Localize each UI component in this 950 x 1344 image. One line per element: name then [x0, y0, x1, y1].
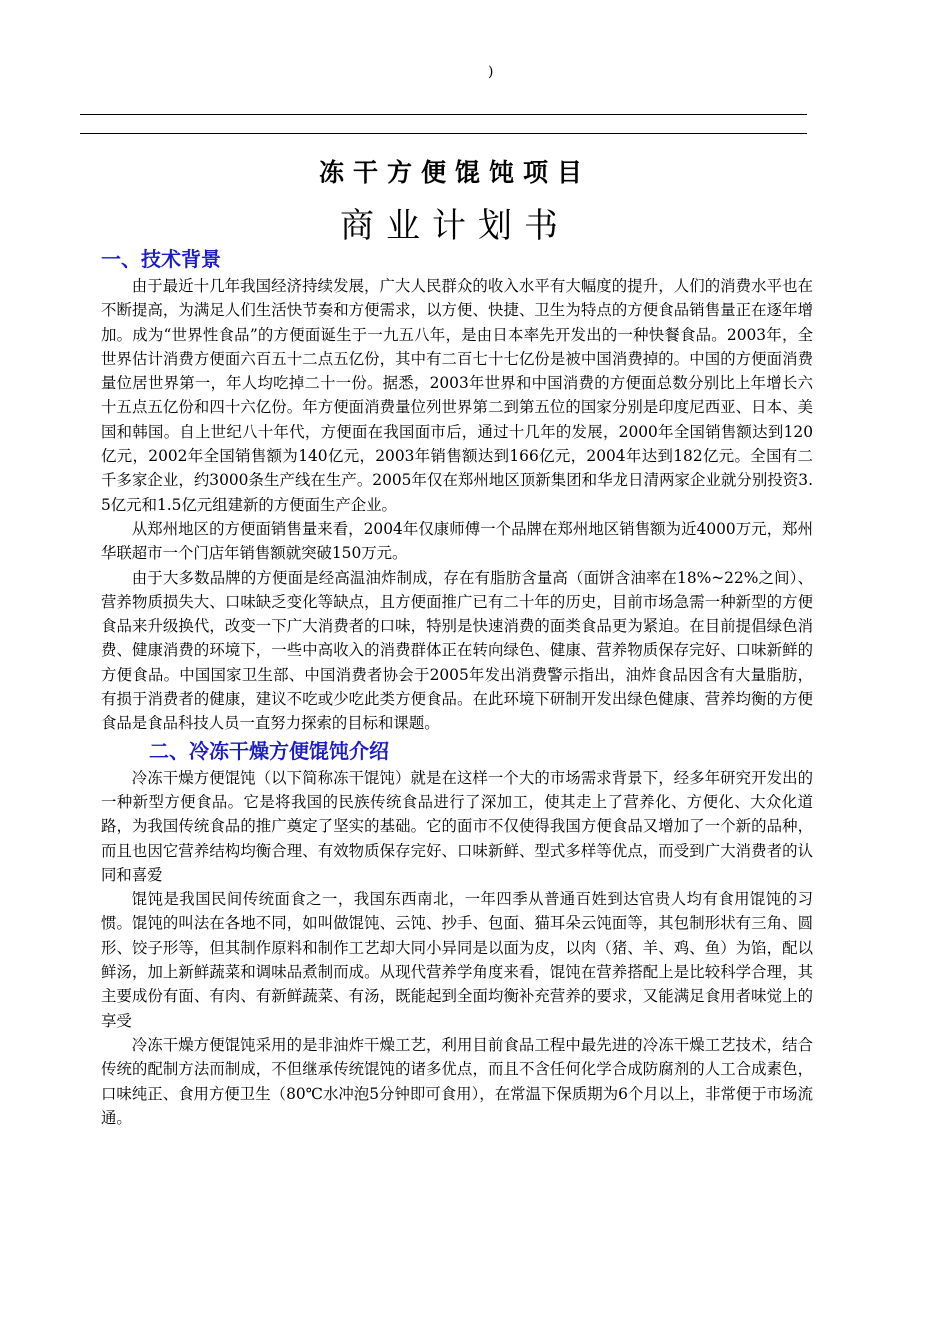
paragraph: 冷冻干燥方便馄饨（以下简称冻干馄饨）就是在这样一个大的市场需求背景下，经多年研究开发出的一种新型方便食品。它是将我国的民族传统食品进行了深加工，使其走上了营养化、方便化、大众化道路，为我国传统食品的推广奠定了坚实的基础。它的面市不仅使得我国方便食品又增加了一个新的品种，而且也因它营养结构均衡合理、有效物质保存完好、口味新鲜、型式多样等优点，而受到广大消费者的认同和喜爱: [101, 768, 813, 884]
document-title-plan: 商业计划书: [340, 206, 570, 246]
section-tech-background: [101, 244, 813, 736]
paragraph: 由于最近十几年我国经济持续发展，广大人民群众的收入水平有大幅度的提升，人们的消费水平也在不断提高，为满足人们生活快节奏和方便需求，以方便、快捷、卫生为特点的方便食品销售量正在逐年增加。成为“世界性食品”的方便面诞生于一九五八年，是由日本率先开发出的一种快餐食品。2003年，全世界估计消费方便面六百五十二点五亿份，其中有二百七十七亿份是被中国消费掉的。中国的方便面消费量位居世界第一，年人均吃掉二十一份。据悉，2003年世界和中国消费的方便面总数分别比上年增长六十五点五亿份和四十六亿份。年方便面消费量位列世界第二到第五位的国家分别是印度尼西亚、日本、美国和韩国。自上世纪八十年代，方便面在我国面市后，通过十几年的发展，2000年全国销售额达到120亿元，2002年全国销售额为140亿元，2003年销售额达到166亿元，2004年达到182亿元。全国有二千多家企业，约3000条生产线在生产。2005年仅在郑州地区顶新集团和华龙日清两家企业就分别投资3.5亿元和1.5亿元组建新的方便面生产企业。: [101, 277, 813, 514]
document-body: [101, 244, 813, 1130]
header-rule-top: [80, 114, 807, 115]
section-heading: 二、冷冻干燥方便馄饨介绍: [149, 738, 389, 763]
document-title-project: 冻干方便馄饨项目: [318, 158, 591, 187]
paragraph: 由于大多数品牌的方便面是经高温油炸制成，存在有脂肪含量高（面饼含油率在18%~22%之间）、营养物质损失大、口味缺乏变化等缺点，且方便面推广已有二十年的历史，目前市场急需一种新型的方便食品来升级换代，改变一下广大消费者的口味，特别是快速消费的面类食品更为紧迫。在目前提倡绿色消费、健康消费的环境下，一些中高收入的消费群体正在转向绿色、健康、营养物质保存完好、口味新鲜的方便食品。中国国家卫生部、中国消费者协会于2005年发出消费警示指出，油炸食品因含有大量脂肪，有损于消费者的健康，建议不吃或少吃此类方便食品。在此环境下研制开发出绿色健康、营养均衡的方便食品是食品科技人员一直努力探索的目标和课题。: [101, 568, 813, 733]
paragraph: 冷冻干燥方便馄饨采用的是非油炸干燥工艺，利用目前食品工程中最先进的冷冻干燥工艺技术，结合传统的配制方法而制成，不但继承传统馄饨的诸多优点，而且不含任何化学合成防腐剂的人工合成素色，口味纯正、食用方便卫生（80℃水冲泡5分钟即可食用），在常温下保质期为6个月以上，非常便于市场流通。: [101, 1035, 813, 1127]
header-mark: ): [488, 64, 494, 80]
section-heading: 一、技术背景: [101, 247, 221, 271]
header-rule-bottom: [80, 133, 807, 134]
section-product-intro: [101, 736, 813, 1130]
paragraph: 馄饨是我国民间传统面食之一，我国东西南北，一年四季从普通百姓到达官贵人均有食用馄饨的习惯。馄饨的叫法在各地不同，如叫做馄饨、云饨、抄手、包面、猫耳朵云饨面等，其包制形状有三角、圆形、饺子形等，但其制作原料和制作工艺却大同小异同是以面为皮，以肉（猪、羊、鸡、鱼）为馅，配以鲜汤，加上新鲜蔬菜和调味品煮制而成。从现代营养学角度来看，馄饨在营养搭配上是比较科学合理，其主要成份有面、有肉、有新鲜蔬菜、有汤，既能起到全面均衡补充营养的要求，又能满足食用者味觉上的享受: [101, 890, 813, 1030]
paragraph: 从郑州地区的方便面销售量来看，2004年仅康师傅一个品牌在郑州地区销售额为近4000万元，郑州华联超市一个门店年销售额就突破150万元。: [101, 519, 813, 563]
